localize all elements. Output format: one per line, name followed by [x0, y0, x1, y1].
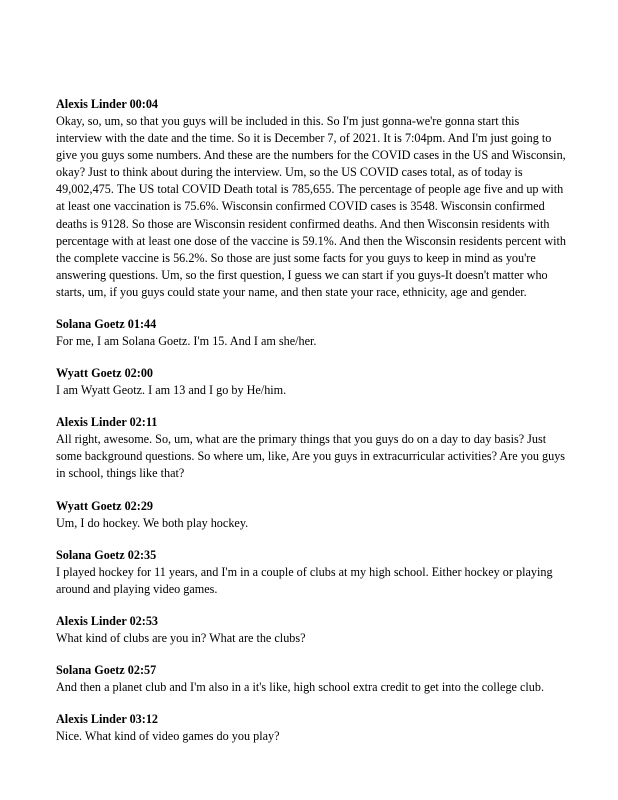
utterance-text: What kind of clubs are you in? What are the clubs? — [56, 630, 306, 645]
utterance-text: Um, I do hockey. We both play hockey. — [56, 515, 249, 530]
speaker-timestamp: Solana Goetz 02:57 — [56, 662, 157, 677]
transcript-page — [56, 96, 566, 760]
speaker-timestamp: Solana Goetz 01:44 — [56, 317, 157, 332]
transcript-entry — [56, 662, 566, 696]
transcript-entry — [56, 316, 566, 350]
utterance-text: For me, I am Solana Goetz. I'm 15. And I am she/her. — [56, 334, 317, 349]
speaker-timestamp: Wyatt Goetz 02:00 — [56, 366, 154, 381]
speaker-timestamp: Alexis Linder 02:11 — [56, 415, 158, 430]
utterance-text: I played hockey for 11 years, and I'm in a couple of clubs at my high school. Either hockey or playing around and playing video games. — [56, 564, 553, 596]
transcript-entry — [56, 711, 566, 745]
transcript-entry — [56, 96, 566, 301]
utterance-text: All right, awesome. So, um, what are the primary things that you guys do on a day to day basis? Just some background questions. So where um, like, Are you guys in extracurricular activities? Are you guys in school, things like that? — [56, 432, 566, 481]
utterance-text: And then a planet club and I'm also in a it's like, high school extra credit to get into the college club. — [56, 679, 545, 694]
speaker-timestamp: Alexis Linder 03:12 — [56, 711, 159, 726]
utterance-text: Okay, so, um, so that you guys will be included in this. So I'm just gonna-we're gonna start this interview with the date and the time. So it is December 7, of 2021. It is 7:04pm. And I'm just going to give you guys some numbers. And these are the numbers for the COVID cases in the US and Wisconsin, okay? Just to think about during the interview. Um, so the US COVID cases total, as of today is 49,002,475. The US total COVID Death total is 785,655. The percentage of people age five and up with at least one vaccination is 75.6%. Wisconsin confirmed COVID cases is 3548. Wisconsin confirmed deaths is 9128. So those are Wisconsin resident confirmed deaths. And then Wisconsin residents with percentage with at least one dose of the vaccine is 59.1%. And then the Wisconsin residents percent with the complete vaccine is 56.2%. So those are just some facts for you guys to keep in mind as you're answering questions. Um, so the first question, I guess we can start if you guys-It doesn't matter who starts, um, if you guys could state your name, and then state your race, ethnicity, age and gender. — [56, 114, 566, 299]
transcript-entry — [56, 365, 566, 399]
transcript-entry — [56, 547, 566, 598]
utterance-text: Nice. What kind of video games do you play? — [56, 728, 280, 743]
speaker-timestamp: Solana Goetz 02:35 — [56, 547, 157, 562]
transcript-entry — [56, 414, 566, 482]
speaker-timestamp: Alexis Linder 00:04 — [56, 97, 159, 111]
speaker-timestamp: Alexis Linder 02:53 — [56, 613, 159, 628]
transcript-entry — [56, 613, 566, 647]
speaker-timestamp: Wyatt Goetz 02:29 — [56, 498, 154, 513]
utterance-text: I am Wyatt Geotz. I am 13 and I go by He/him. — [56, 383, 287, 398]
transcript-entry — [56, 498, 566, 532]
